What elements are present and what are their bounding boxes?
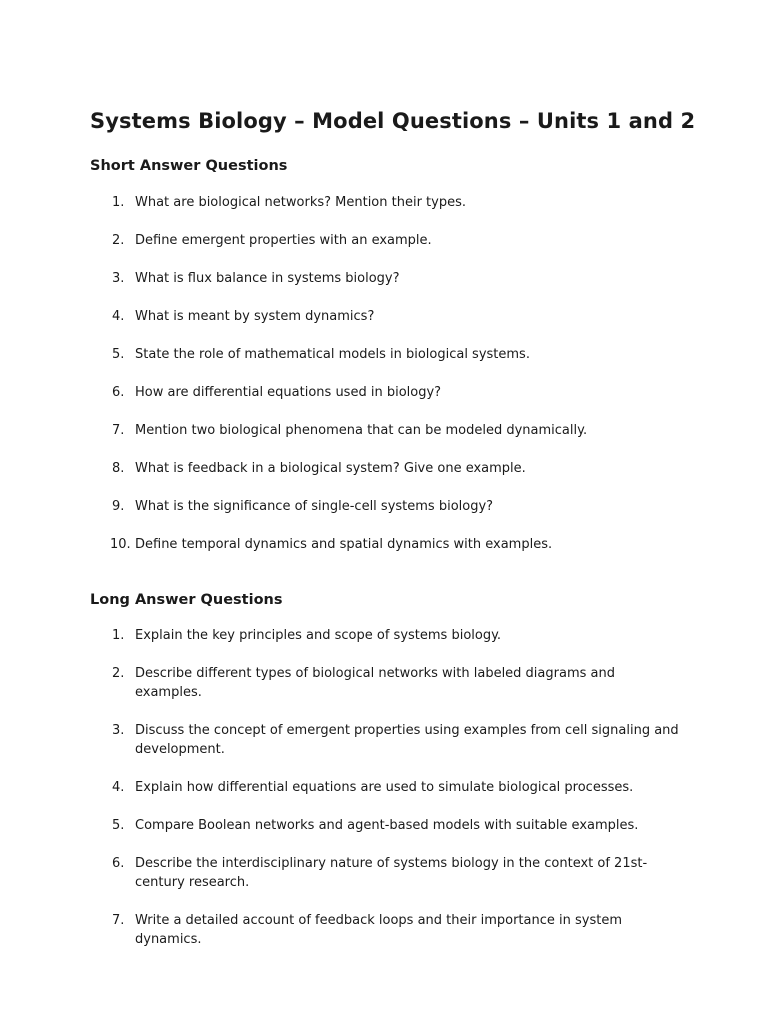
question-text: Discuss the concept of emergent properties using examples from cell signaling and development.	[135, 723, 679, 757]
question-text: Define temporal dynamics and spatial dynamics with examples.	[135, 537, 553, 552]
question-number: 2.	[112, 233, 125, 248]
question-text: What is feedback in a biological system? Give one example.	[135, 461, 526, 476]
question-text: What is the significance of single-cell systems biology?	[135, 499, 494, 514]
question-text: Mention two biological phenomena that can be modeled dynamically.	[135, 423, 588, 438]
question-text: Describe the interdisciplinary nature of systems biology in the context of 21st-century research.	[135, 856, 648, 890]
question-number: 8.	[112, 461, 125, 476]
question-number: 1.	[112, 195, 125, 210]
long-answer-list	[0, 626, 768, 968]
list-item	[0, 383, 768, 402]
question-text: What is flux balance in systems biology?	[135, 271, 400, 286]
list-item	[0, 421, 768, 440]
question-text: What are biological networks? Mention their types.	[135, 195, 467, 210]
list-item	[0, 816, 768, 835]
question-number: 5.	[112, 347, 125, 362]
list-item	[0, 854, 768, 892]
question-number: 7.	[112, 423, 125, 438]
list-item	[0, 911, 768, 949]
short-answer-heading: Short Answer Questions	[90, 158, 288, 174]
question-number: 4.	[112, 309, 125, 324]
question-text: How are differential equations used in biology?	[135, 385, 442, 400]
question-text: State the role of mathematical models in biological systems.	[135, 347, 530, 362]
list-item	[0, 459, 768, 478]
list-item	[0, 269, 768, 288]
short-answer-list	[0, 193, 768, 573]
question-text: Describe different types of biological networks with labeled diagrams and examples.	[135, 666, 615, 700]
question-text: Explain the key principles and scope of systems biology.	[135, 628, 502, 643]
list-item	[0, 721, 768, 759]
question-number: 4.	[112, 780, 125, 795]
question-number: 3.	[112, 723, 125, 738]
question-number: 10.	[110, 537, 131, 552]
question-number: 1.	[112, 628, 125, 643]
question-text: Explain how differential equations are used to simulate biological processes.	[135, 780, 634, 795]
question-number: 7.	[112, 913, 125, 928]
question-number: 9.	[112, 499, 125, 514]
list-item	[0, 664, 768, 702]
question-text: What is meant by system dynamics?	[135, 309, 375, 324]
list-item	[0, 535, 768, 554]
question-text: Define emergent properties with an example.	[135, 233, 432, 248]
list-item	[0, 231, 768, 250]
question-text: Compare Boolean networks and agent-based models with suitable examples.	[135, 818, 639, 833]
question-text: Write a detailed account of feedback loops and their importance in system dynamics.	[135, 913, 622, 947]
question-number: 6.	[112, 856, 125, 871]
question-number: 2.	[112, 666, 125, 681]
question-number: 5.	[112, 818, 125, 833]
page-title: Systems Biology – Model Questions – Units 1 and 2	[90, 109, 696, 133]
question-number: 3.	[112, 271, 125, 286]
list-item	[0, 307, 768, 326]
list-item	[0, 193, 768, 212]
list-item	[0, 778, 768, 797]
list-item	[0, 497, 768, 516]
question-number: 6.	[112, 385, 125, 400]
list-item	[0, 345, 768, 364]
long-answer-heading: Long Answer Questions	[90, 592, 283, 608]
list-item	[0, 626, 768, 645]
